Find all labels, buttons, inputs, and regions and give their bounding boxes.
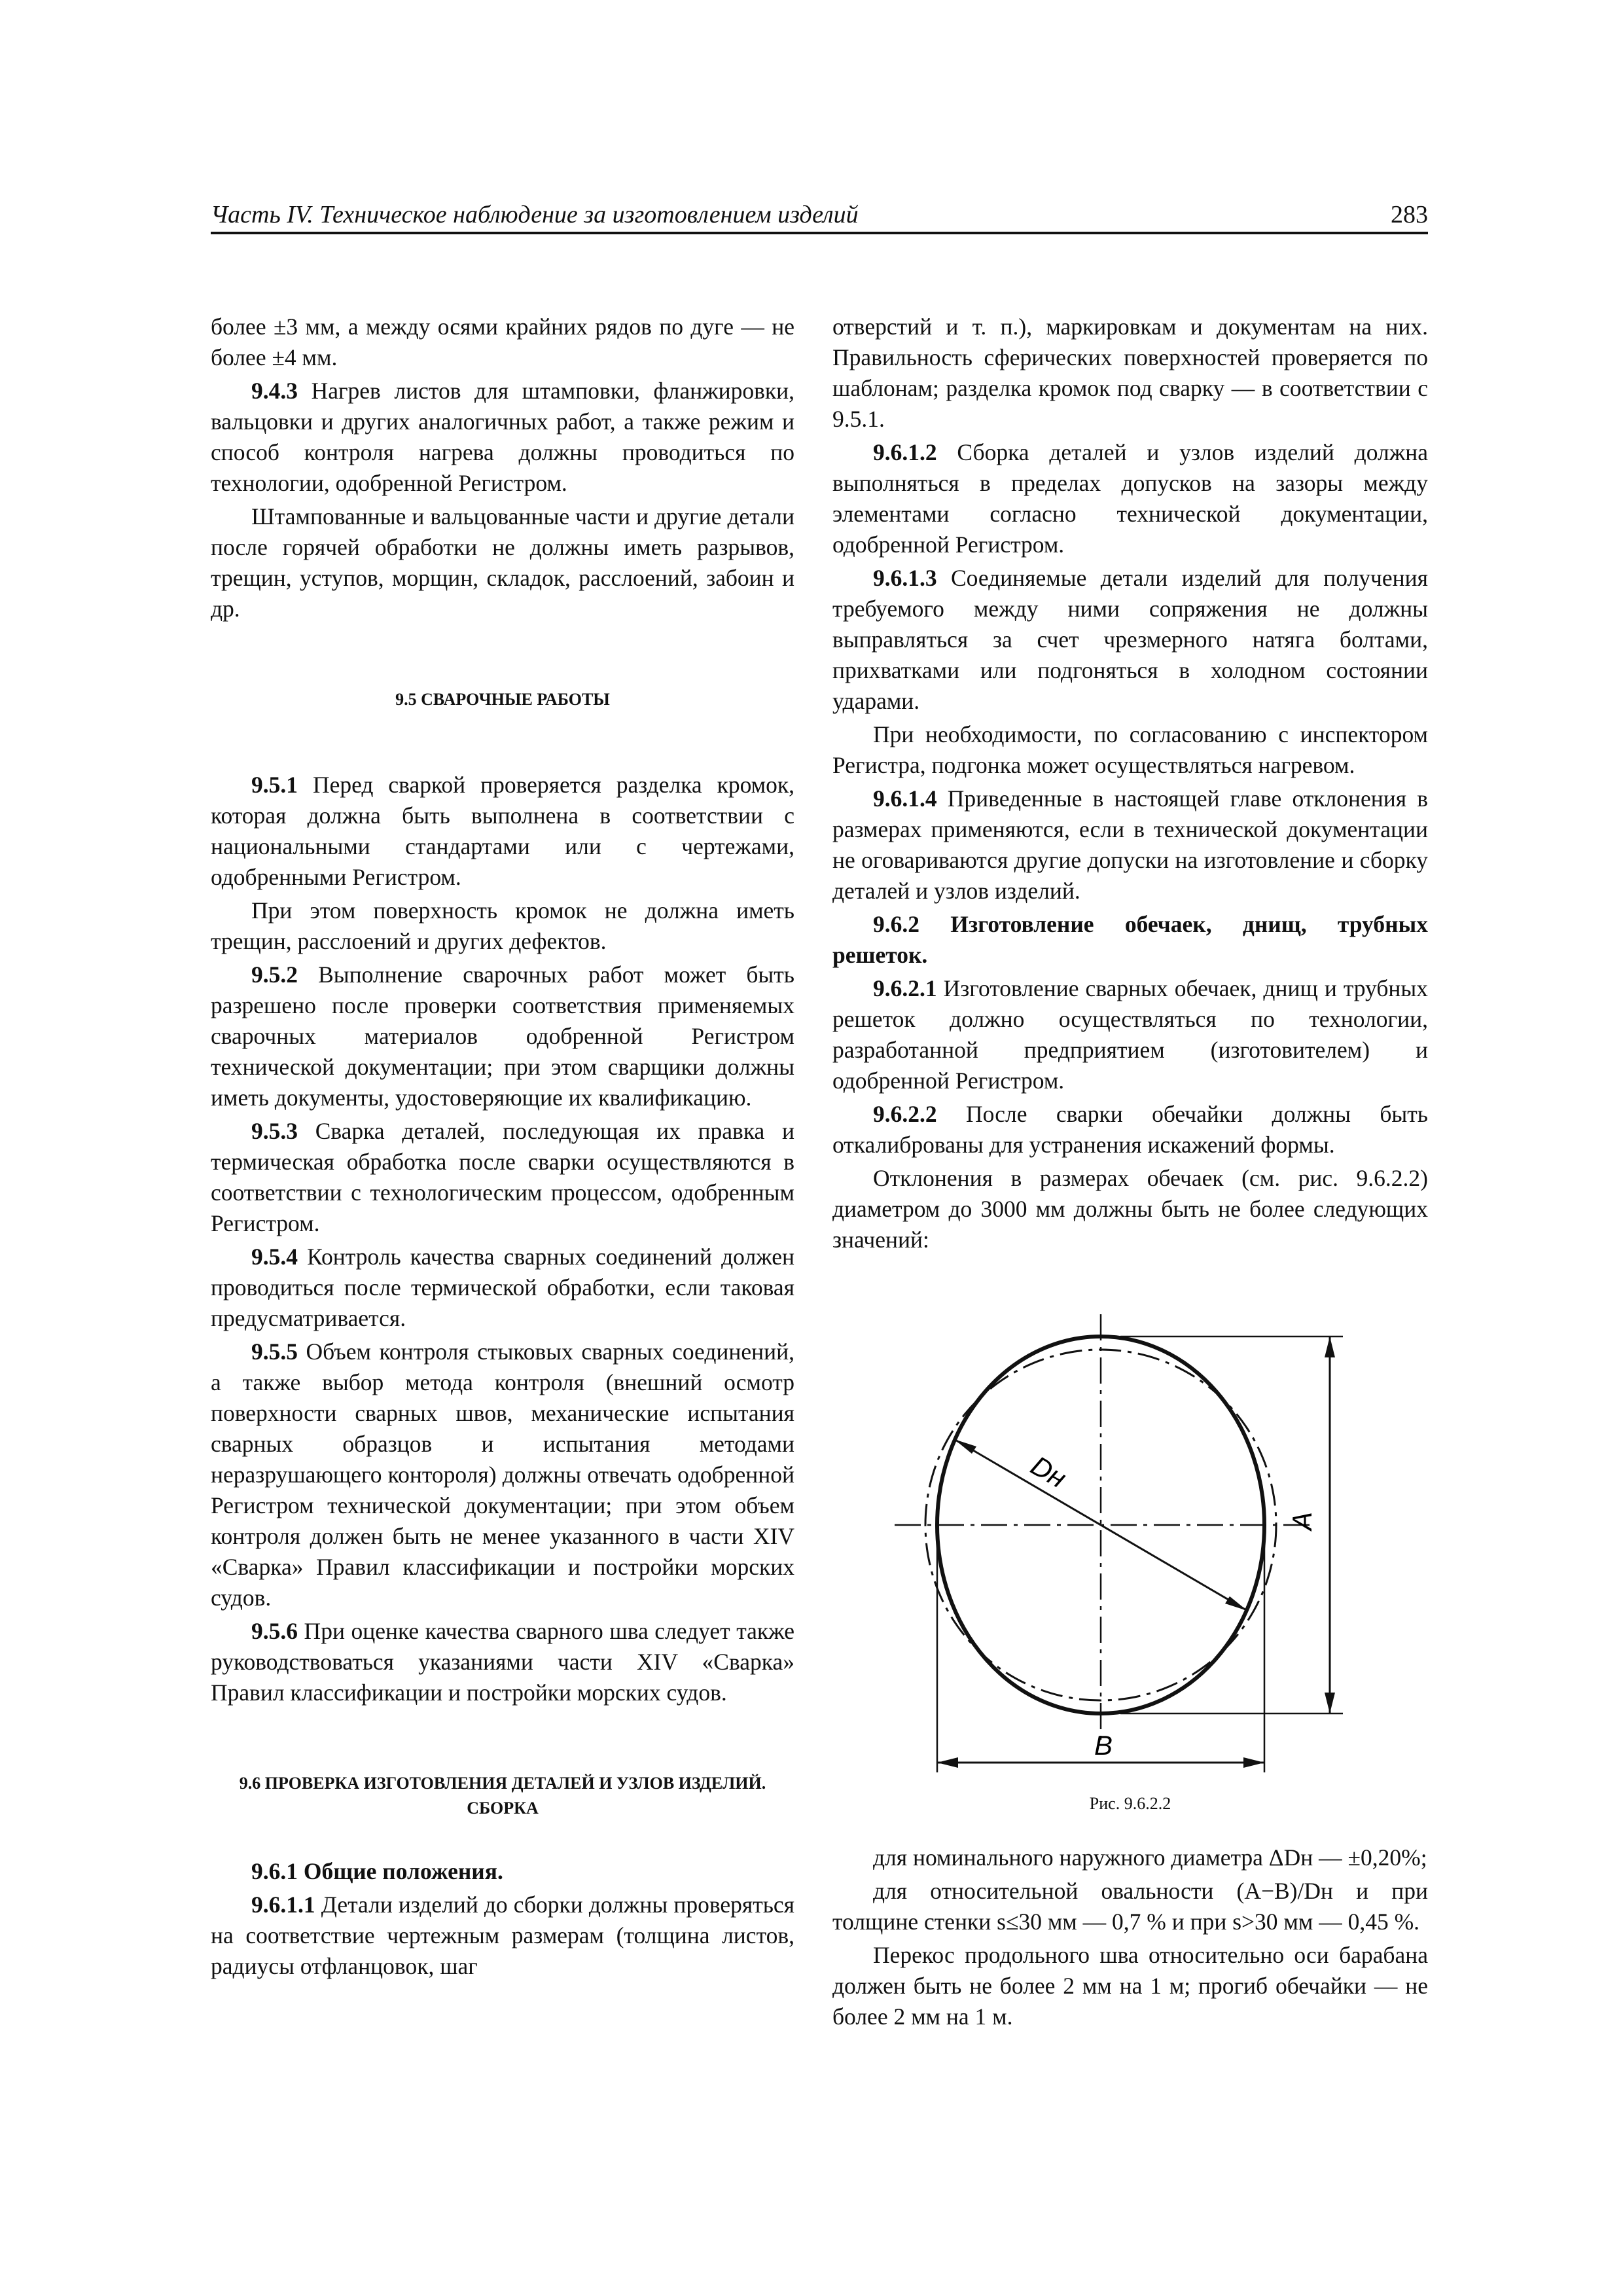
clause-number: 9.6.1.2 (873, 439, 937, 465)
paragraph-9-6-1-2 (832, 437, 1428, 560)
clause-text: Соединяемые детали изделий для получения требуемого между ними сопряжения не должны выправляться за счет чрезмерного натяга болтами, прихватками или подгоняться в холодном состоянии ударами. (832, 565, 1428, 714)
clause-text: Приведенные в настоящей главе отклонения в размерах применяются, если в технической документации не оговариваются другие допуски на изготовление и сборку деталей и узлов изделий. (832, 785, 1428, 904)
paragraph: отверстий и т. п.), маркировкам и документам на них. Правильность сферических поверхностей проверяется по шаблонам; разделка кромок под сварку — в соответствии с 9.5.1. (832, 314, 1428, 432)
paragraph: При этом поверхность кромок не должна иметь трещин, расслоений и других дефектов. (211, 897, 794, 954)
paragraph-9-5-5 (211, 1336, 794, 1613)
clause-number: 9.5.3 (251, 1118, 298, 1144)
clause-number: 9.4.3 (251, 378, 298, 404)
clause-number: 9.5.5 (251, 1338, 298, 1365)
clause-text: Выполнение сварочных работ может быть разрешено после проверки соответствия применяемых сварочных материалов одобренной Регистром технической документации; при этом сварщики должны иметь документы, удостоверяющие их квалификацию. (211, 961, 794, 1111)
clause-number: 9.5.1 (251, 772, 298, 798)
subsection-9-6-2 (832, 909, 1428, 971)
figure-caption: Рис. 9.6.2.2 (1089, 1794, 1171, 1813)
paragraph: Штампованные и вальцованные части и другие детали после горячей обработки не должны иметь разрывов, трещин, уступов, морщин, складок, расслоений, забоин и др. (211, 503, 794, 622)
paragraph-9-5-6 (211, 1616, 794, 1708)
shell-ovality-figure (832, 1275, 1428, 1785)
paragraph-9-5-1 (211, 770, 794, 893)
paragraph: Перекос продольного шва относительно оси барабана должен быть не более 2 мм на 1 м; прогиб обечайки — не более 2 мм на 1 м. (832, 1942, 1428, 2030)
subsection-title: 9.6.2 Изготовление обечаек, днищ, трубных решеток. (832, 911, 1428, 968)
paragraph-9-6-1-1 (211, 1890, 794, 1982)
label-b: B (1094, 1730, 1113, 1761)
section-heading-9-6: 9.6 ПРОВЕРКА ИЗГОТОВЛЕНИЯ ДЕТАЛЕЙ И УЗЛОВ ИЗДЕЛИЙ. СБОРКА (239, 1774, 766, 1818)
clause-number: 9.5.6 (251, 1618, 298, 1644)
page-number: 283 (1391, 201, 1428, 228)
dim-b-arrow-left (937, 1757, 958, 1768)
running-title: Часть IV. Техническое наблюдение за изготовлением изделий (211, 201, 859, 228)
clause-text: После сварки обечайки должны быть откалиброваны для устранения искажений формы. (832, 1101, 1428, 1158)
paragraph: При необходимости, по согласованию с инспектором Регистра, подгонка может осуществляться нагревом. (832, 721, 1428, 778)
clause-number: 9.6.1.4 (873, 785, 937, 812)
paragraph: для относительной овальности (A−B)/Dн и при толщине стенки s≤30 мм — 0,7 % и при s>30 мм — 0,45 %. (832, 1878, 1428, 1935)
clause-text: Изготовление сварных обечаек, днищ и трубных решеток должно осуществляться по технологии, разработанной предприятием (изготовителем) и одобренной Регистром. (832, 975, 1428, 1094)
label-a: A (1287, 1511, 1317, 1530)
paragraph-9-5-4 (211, 1242, 794, 1334)
paragraph: Отклонения в размерах обечаек (см. рис. 9.6.2.2) диаметром до 3000 мм должны быть не более следующих значений: (832, 1165, 1428, 1253)
shell-diagram (832, 1275, 1428, 1785)
paragraph-9-4-3 (211, 376, 794, 499)
right-column (832, 312, 1428, 2035)
paragraph-9-5-2 (211, 960, 794, 1113)
dim-a-arrow-bottom (1325, 1693, 1335, 1713)
paragraph-9-6-2-1 (832, 973, 1428, 1096)
paragraph-9-6-1-4 (832, 783, 1428, 906)
page-header (211, 196, 1428, 234)
clause-text: Объем контроля стыковых сварных соединений, а также выбор метода контроля (внешний осмотр поверхности сварных швов, механические испытания сварных образцов и испытания методами неразрушающего контороля) должны отвечать одобренной Регистром технической документации; при этом объем контроля должен быть не менее указанного в части XIV «Сварка» Правил классификации и постройки морских судов. (211, 1338, 794, 1611)
paragraph: для номинального наружного диаметра ΔDн — ±0,20%; (873, 1844, 1427, 1871)
diameter-arrow-start (954, 1439, 976, 1454)
clause-number: 9.6.1.1 (251, 1892, 315, 1918)
section-heading-9-5: 9.5 СВАРОЧНЫЕ РАБОТЫ (395, 690, 610, 709)
dim-a-arrow-top (1325, 1336, 1335, 1357)
dim-b-arrow-right (1243, 1757, 1264, 1768)
clause-text: Контроль качества сварных соединений должен проводиться после термической обработки, если таковая предусматривается. (211, 1244, 794, 1331)
paragraph-9-6-2-2 (832, 1099, 1428, 1160)
clause-text: Сборка деталей и узлов изделий должна выполняться в пределах допусков на зазоры между элементами согласно технической документации, одобренной Регистром. (832, 439, 1428, 558)
subsection-title: 9.6.1 Общие положения. (251, 1858, 503, 1884)
clause-number: 9.6.2.1 (873, 975, 937, 1001)
clause-text: Нагрев листов для штамповки, фланжировки, вальцовки и других аналогичных работ, а также режим и способ контроля нагрева должны проводиться по технологии, одобренной Регистром. (211, 378, 794, 496)
diameter-arrow-end (1225, 1596, 1247, 1611)
clause-text: Детали изделий до сборки должны проверяться на соответствие чертежным размерам (толщина листов, радиусы отфланцовок, шаг (211, 1892, 794, 1979)
clause-number: 9.5.2 (251, 961, 298, 988)
left-column (211, 312, 794, 1984)
clause-number: 9.5.4 (251, 1244, 298, 1270)
clause-text: Перед сваркой проверяется разделка кромок, которая должна быть выполнена в соответствии с национальными стандартами или с чертежами, одобренными Регистром. (211, 772, 794, 890)
clause-number: 9.6.1.3 (873, 565, 937, 591)
paragraph: более ±3 мм, а между осями крайних рядов по дуге — не более ±4 мм. (211, 314, 794, 370)
label-dn: Dн (1026, 1450, 1072, 1494)
paragraph-9-5-3 (211, 1116, 794, 1239)
clause-text: Сварка деталей, последующая их правка и термическая обработка после сварки осуществляются в соответствии с технологическим процессом, одобренным Регистром. (211, 1118, 794, 1236)
clause-text: При оценке качества сварного шва следует также руководствоваться указаниями части XIV «Сварка» Правил классификации и постройки морских судов. (211, 1618, 794, 1706)
subsection-9-6-1 (211, 1856, 794, 1887)
paragraph-9-6-1-3 (832, 563, 1428, 717)
clause-number: 9.6.2.2 (873, 1101, 937, 1127)
